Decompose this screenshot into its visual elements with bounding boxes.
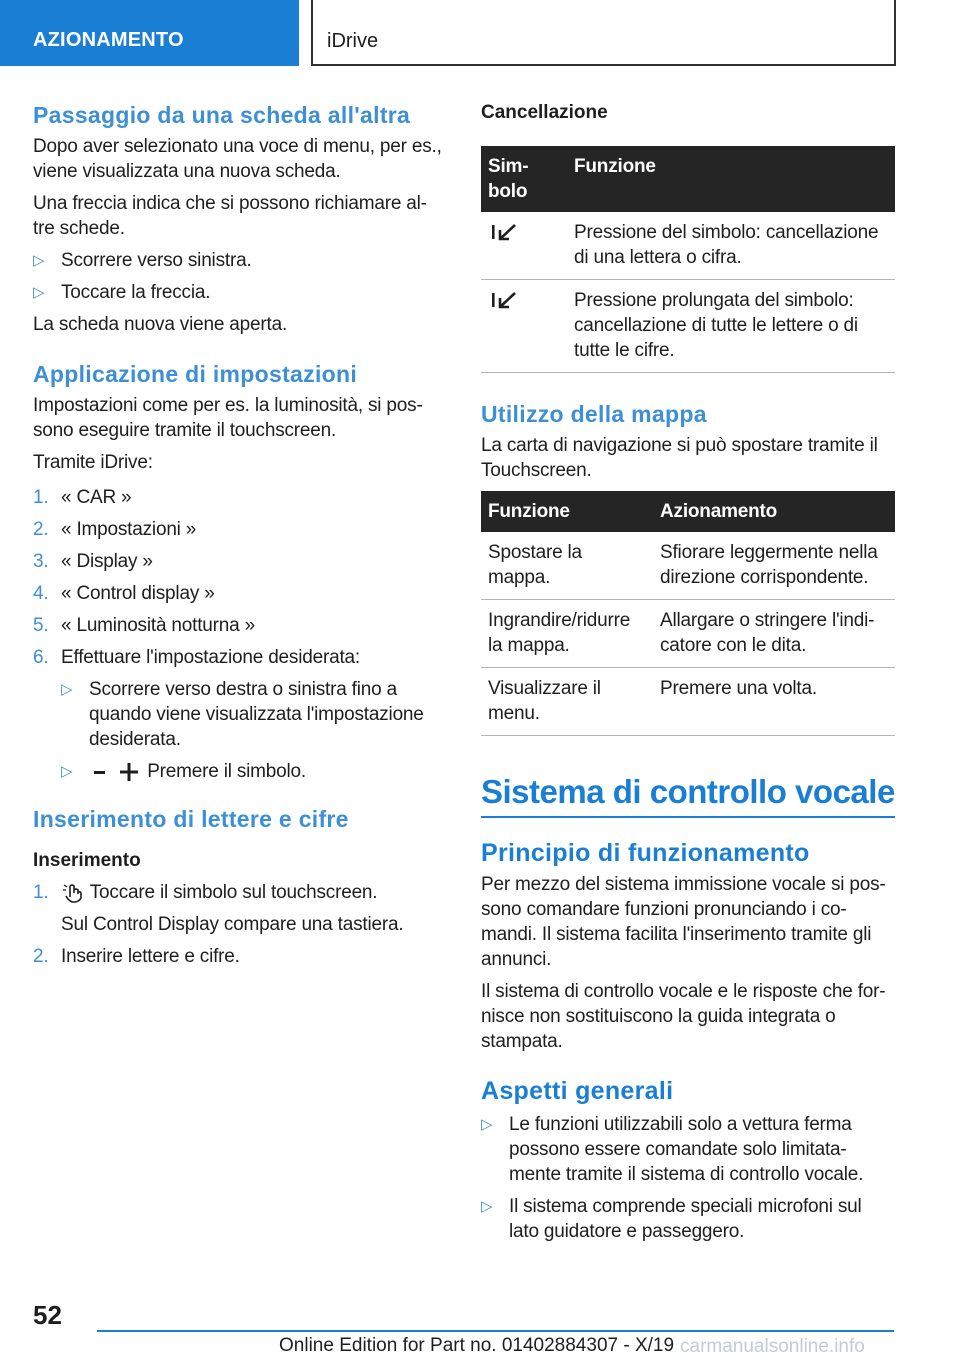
table-row [481,212,895,280]
subheading-entry: Inserimento [33,850,141,871]
backspace-icon [488,288,522,312]
paragraph: Impostazioni come per es. la luminosità, si pos-sono eseguire tramite il touchscreen. [33,395,423,441]
list-item: 4. « Control display » [33,583,215,604]
sub-bullet-list [61,677,448,784]
table-cell: Pressione del simbolo: cancellazione di una lettera o cifra. [567,212,895,280]
table-cell: Allargare o stringere l'indi-catore con le dita. [653,600,895,668]
list-item: 6. Effettuare l'impostazione desiderata: ▷ Scorrere verso destra o sinistra fino a quando viene visualizzata l'impostazione desiderata. ▷ Premere il simbolo. [33,645,448,784]
watermark: carmanualsonline.info [680,1336,865,1357]
list-item: 5. « Luminosità notturna » [33,615,255,636]
footer-divider [97,1330,894,1332]
triangle-bullet-icon: ▷ [33,252,45,269]
cancel-table [481,146,895,373]
list-item: ▷ Scorrere verso sinistra. [33,250,252,271]
heading-principle: Principio di funzionamento [481,839,810,867]
header-section-tab [0,0,299,66]
heading-tab-switch: Passaggio da una scheda all'altra [33,102,411,128]
list-item: ▷ Toccare la freccia. [33,282,211,303]
paragraph: La carta di navigazione si può spostare tramite il Touchscreen. [481,435,878,481]
heading-cancel: Cancellazione [481,102,608,123]
list-item: 3. « Display » [33,551,153,572]
numbered-list [33,880,448,969]
table-header-cell: Funzione [481,491,653,532]
bullet-list [33,248,448,305]
list-item: 2. « Impostazioni » [33,519,197,540]
paragraph: Dopo aver selezionato una voce di menu, per es., viene visualizzata una nuova scheda. [33,136,442,182]
table-header-row [481,491,895,532]
table-row [481,532,895,600]
header-chapter-label: iDrive [327,30,379,52]
table-header-row [481,146,895,212]
triangle-bullet-icon: ▷ [61,763,73,780]
triangle-bullet-icon: ▷ [61,681,73,698]
list-item: ▷ Le funzioni utilizzabili solo a vettura ferma possono essere comandate solo limitata-mente tramite il sistema di controllo vocale. [481,1114,864,1185]
triangle-bullet-icon: ▷ [481,1198,493,1215]
heading-text-entry: Inserimento di lettere e cifre [33,806,349,832]
header-section-label: AZIONAMENTO [33,29,184,51]
header-chapter-box [311,0,896,66]
map-table [481,491,895,736]
table-cell: Sfiorare leggermente nella direzione corrispondente. [653,532,895,600]
table-cell: Premere una volta. [653,668,895,736]
list-item: ▷ Premere il simbolo. [61,761,306,782]
paragraph: Per mezzo del sistema immissione vocale si pos-sono comandare funzioni pronunciando i co-mandi. Il sistema facilita l'inserimento tramite gli annunci. [481,874,886,970]
table-header-cell: Funzione [567,146,895,212]
table-row [481,668,895,736]
table-cell: Ingrandire/ridurre la mappa. [481,600,653,668]
heading-voice-control: Sistema di controllo vocale [481,773,895,810]
triangle-bullet-icon: ▷ [481,1116,493,1133]
paragraph: Tramite iDrive: [33,452,153,473]
table-cell: Spostare la mappa. [481,532,653,600]
table-cell: Visualizzare il menu. [481,668,653,736]
table-cell [481,280,567,373]
page-number: 52 [33,1300,62,1330]
list-item: 2. Inserire lettere e cifre. [33,946,240,967]
keyboard-touch-icon [61,883,85,903]
list-item: ▷ Scorrere verso destra o sinistra fino a quando viene visualizzata l'impostazione desiderata. [61,679,424,750]
table-cell: Pressione prolungata del simbolo: cancellazione di tutte le lettere o di tutte le cifre. [567,280,895,373]
paragraph: La scheda nuova viene aperta. [33,314,288,335]
table-row [481,600,895,668]
list-item: 1. « CAR » [33,487,132,508]
heading-map: Utilizzo della mappa [481,401,707,427]
backspace-icon [488,220,522,244]
heading-divider [481,816,895,818]
right-column [481,100,895,1251]
table-cell [481,212,567,280]
paragraph: Una freccia indica che si possono richiamare al-tre schede. [33,193,427,239]
numbered-list [33,485,448,784]
heading-settings: Applicazione di impostazioni [33,361,358,387]
triangle-bullet-icon: ▷ [33,284,45,301]
heading-general: Aspetti generali [481,1077,674,1105]
footer-edition: Online Edition for Part no. 01402884307 - X/19 [279,1335,675,1356]
plus-icon [116,762,142,782]
left-column [33,100,448,976]
list-item: ▷ Il sistema comprende speciali microfoni sul lato guidatore e passeggero. [481,1196,862,1242]
paragraph: Il sistema di controllo vocale e le risposte che for-nisce non sostituiscono la guida integrata o stampata. [481,981,886,1052]
bullet-list [481,1112,895,1244]
table-row [481,280,895,373]
list-item: 1. Toccare il simbolo sul touchscreen. Sul Control Display compare una tastiera. [33,882,404,935]
table-header-cell: Sim-bolo [481,146,567,212]
minus-icon [89,762,111,782]
table-header-cell: Azionamento [653,491,895,532]
